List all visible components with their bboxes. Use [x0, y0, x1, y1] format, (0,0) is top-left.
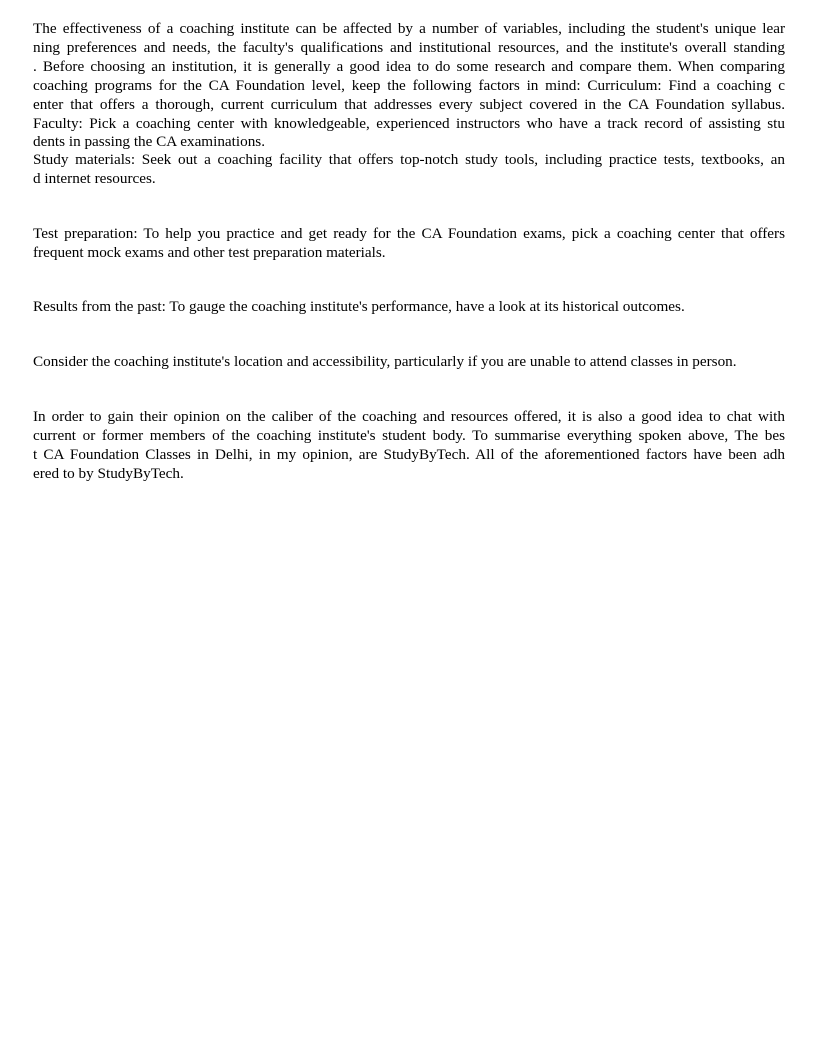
text-line: Study materials: Seek out a coaching facility that offers top-notch study tools, including practice tests, textbooks, an: [33, 151, 785, 168]
text-line: t CA Foundation Classes in Delhi, in my opinion, are StudyByTech. All of the aforementioned factors have been adh: [33, 446, 785, 463]
text-line: ning preferences and needs, the faculty's qualifications and institutional resources, and the institute's overall standing: [33, 39, 785, 56]
text-line: enter that offers a thorough, current curriculum that addresses every subject covered in the CA Foundation syllabus.: [33, 96, 785, 113]
text-line: Consider the coaching institute's location and accessibility, particularly if you are unable to attend classes in person.: [33, 353, 737, 370]
text-line: frequent mock exams and other test preparation materials.: [33, 244, 386, 261]
text-line: ered to by StudyByTech.: [33, 465, 184, 482]
text-line: The effectiveness of a coaching institute can be affected by a number of variables, including the student's unique lear: [33, 20, 785, 37]
text-line: d internet resources.: [33, 170, 156, 187]
text-line: Results from the past: To gauge the coaching institute's performance, have a look at its historical outcomes.: [33, 298, 685, 315]
text-line: Faculty: Pick a coaching center with knowledgeable, experienced instructors who have a track record of assisting stu: [33, 115, 785, 132]
text-line: Test preparation: To help you practice and get ready for the CA Foundation exams, pick a coaching center that offers: [33, 225, 785, 242]
text-line: dents in passing the CA examinations.: [33, 133, 266, 150]
text-line: In order to gain their opinion on the caliber of the coaching and resources offered, it is also a good idea to chat with: [33, 408, 785, 425]
text-line: current or former members of the coaching institute's student body. To summarise everything spoken above, The bes: [33, 427, 785, 444]
text-line: . Before choosing an institution, it is generally a good idea to do some research and compare them. When comparing: [33, 58, 785, 75]
text-line: coaching programs for the CA Foundation level, keep the following factors in mind: Curriculum: Find a coaching c: [33, 77, 785, 94]
